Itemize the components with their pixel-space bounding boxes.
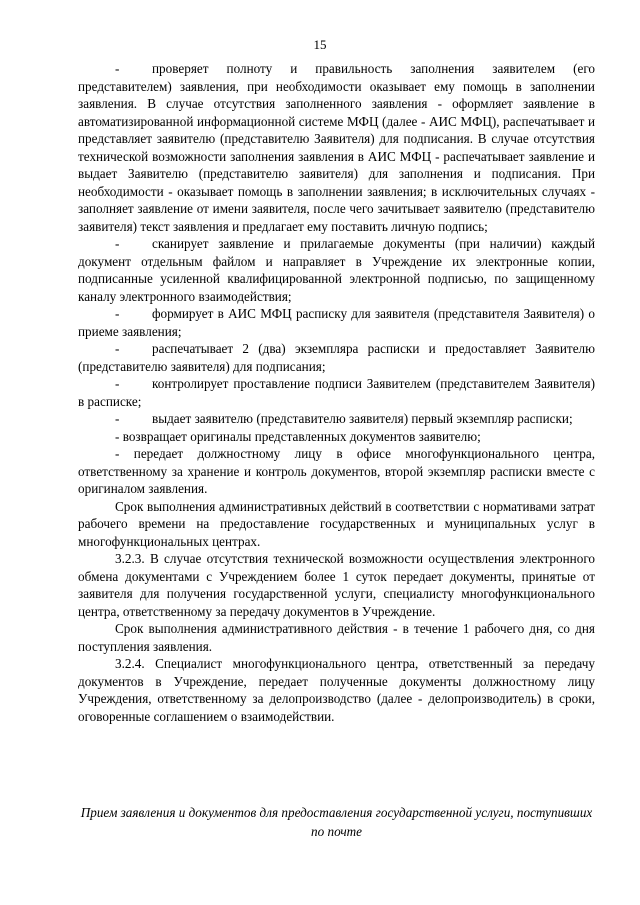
paragraph-3-2-3: 3.2.3. В случае отсутствия технической возможности осуществления электронного обмена документами с Учреждением более 1 суток передает документы, принятые от заявителя для получения государственной услуги, специалисту многофункционального центра, ответственному за передачу документов в Учреждение.	[78, 551, 595, 619]
paragraph-text: контролирует проставление подписи Заявителем (представителем Заявителя) в расписке;	[78, 376, 595, 409]
paragraph-form-receipt	[78, 305, 595, 340]
section-heading: Прием заявления и документов для предоставления государственной услуги, поступивших по почте	[80, 805, 593, 839]
list-dash: -	[115, 411, 120, 426]
list-dash: -	[115, 306, 120, 321]
paragraph-text: проверяет полноту и правильность заполнения заявителем (его представителем) заявления, при необходимости оказывает ему помощь в заполнении заявления. В случае отсутствия заполненного заявления - оформляет заявление в автоматизированной информационной системе МФЦ (далее - АИС МФЦ), распечатывает и представляет заявителю (представителю Заявителя) для подписания. В случае отсутствия технической возможности заполнения заявления в АИС МФЦ - распечатывает заявление и выдает Заявителю (представителю заявителя) для заполнения и подписания. При необходимости - оказывает помощь в заполнении заявления; в исключительных случаях - заполняет заявление от имени заявителя, после чего зачитывает заявителю (представителю заявителя) текст заявления и предлагает ему поставить личную подпись;	[78, 61, 595, 234]
paragraph-text: выдает заявителю (представителю заявителя) первый экземпляр расписки;	[152, 411, 573, 426]
paragraph-check-application	[78, 60, 595, 235]
paragraph-return-originals: - возвращает оригиналы представленных документов заявителю;	[115, 428, 481, 444]
paragraph-control-signature	[78, 375, 595, 410]
body-text	[78, 60, 595, 725]
paragraph-text: формирует в АИС МФЦ расписку для заявителя (представителя Заявителя) о приеме заявления;	[78, 306, 595, 339]
list-dash: -	[115, 341, 120, 356]
paragraph-3-2-4: 3.2.4. Специалист многофункционального центра, ответственный за передачу документов в Учреждение, передает полученные документы должностному лицу Учреждения, ответственному за делопроизводство (далее - делопроизводитель) в сроки, оговоренные соглашением о взаимодействии.	[78, 656, 595, 724]
paragraph-text: распечатывает 2 (два) экземпляра расписки и предоставляет Заявителю (представителю заявителя) для подписания;	[78, 341, 595, 374]
paragraph-issue-receipt	[78, 410, 595, 428]
paragraph-deadline-one-day: Срок выполнения административного действия - в течение 1 рабочего дня, со дня поступления заявления.	[78, 621, 595, 654]
list-dash: -	[115, 236, 120, 251]
page-number: 15	[313, 37, 327, 52]
paragraph-deadline-actions: Срок выполнения административных действий в соответствии с нормативами затрат рабочего времени на предоставление государственных и муниципальных услуг в многофункциональных центрах.	[78, 498, 595, 549]
paragraph-text: сканирует заявление и прилагаемые документы (при наличии) каждый документ отдельным файлом и направляет в Учреждение их электронные копии, подписанные усиленной квалифицированной электронной подписью, по защищенному каналу электронного взаимодействия;	[78, 236, 595, 304]
list-dash: -	[115, 61, 120, 76]
paragraph-print-receipt	[78, 340, 595, 375]
list-dash: -	[115, 376, 120, 391]
paragraph-scan-documents	[78, 235, 595, 305]
paragraph-transfer-copy: - передает должностному лицу в офисе многофункционального центра, ответственному за хранение и контроль документов, второй экземпляр расписки вместе с оригиналом заявления.	[78, 446, 595, 496]
